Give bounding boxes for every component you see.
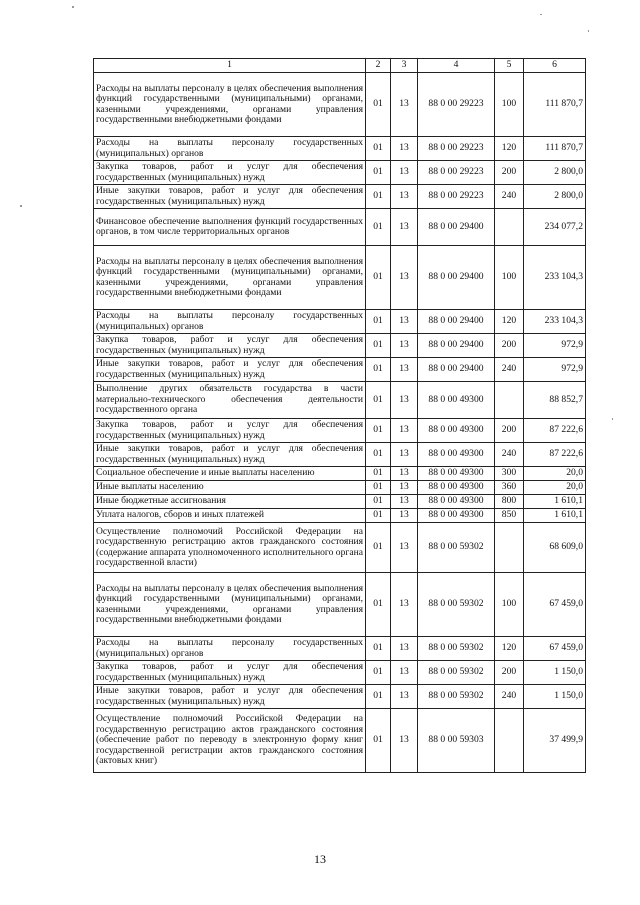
page-number: 13 <box>314 852 326 866</box>
table-header-row <box>94 59 586 73</box>
cell-section: 01 <box>366 358 391 382</box>
table-row <box>94 637 586 661</box>
cell-expense-type: 240 <box>495 185 524 209</box>
cell-subsection: 13 <box>391 382 418 419</box>
cell-target-article: 88 0 00 49300 <box>418 509 495 523</box>
scan-speck <box>612 418 613 420</box>
cell-target-article: 88 0 00 59302 <box>418 637 495 661</box>
cell-description: Осуществление полномочий Российской Федерации на государственную регистрацию актов гражданского состояния (обеспечение работ по переводу в электронную форму книг государственной регистрации актов гражданского состояния (актовых книг) <box>94 709 366 773</box>
cell-description: Расходы на выплаты персоналу в целях обеспечения выполнения функций государственными (муниципальными) органами, казенными учреждениями, органами управления государственными внебюджетными фондами <box>94 573 366 637</box>
table-row <box>94 246 586 310</box>
header-col-1: 1 <box>94 59 366 73</box>
cell-expense-type: 200 <box>495 419 524 443</box>
cell-amount: 67 459,0 <box>524 637 586 661</box>
cell-subsection: 13 <box>391 209 418 246</box>
cell-section: 01 <box>366 523 391 573</box>
cell-amount: 111 870,7 <box>524 73 586 137</box>
cell-section: 01 <box>366 443 391 467</box>
table-row <box>94 382 586 419</box>
cell-amount: 68 609,0 <box>524 523 586 573</box>
cell-subsection: 13 <box>391 709 418 773</box>
cell-amount: 20,0 <box>524 481 586 495</box>
table-row <box>94 310 586 334</box>
cell-expense-type: 200 <box>495 334 524 358</box>
cell-description: Закупка товаров, работ и услуг для обеспечения государственных (муниципальных) нужд <box>94 334 366 358</box>
table-row <box>94 334 586 358</box>
table-row <box>94 509 586 523</box>
cell-description: Иные закупки товаров, работ и услуг для обеспечения государственных (муниципальных) нужд <box>94 358 366 382</box>
cell-amount: 233 104,3 <box>524 246 586 310</box>
cell-section: 01 <box>366 637 391 661</box>
cell-expense-type: 100 <box>495 573 524 637</box>
cell-expense-type: 200 <box>495 161 524 185</box>
cell-target-article: 88 0 00 29223 <box>418 161 495 185</box>
cell-target-article: 88 0 00 49300 <box>418 467 495 481</box>
table-row <box>94 137 586 161</box>
table-row <box>94 419 586 443</box>
cell-subsection: 13 <box>391 661 418 685</box>
cell-subsection: 13 <box>391 419 418 443</box>
table-row <box>94 467 586 481</box>
cell-amount: 1 150,0 <box>524 661 586 685</box>
cell-expense-type: 850 <box>495 509 524 523</box>
cell-expense-type: 120 <box>495 137 524 161</box>
cell-section: 01 <box>366 419 391 443</box>
table-row <box>94 358 586 382</box>
cell-expense-type: 240 <box>495 685 524 709</box>
cell-section: 01 <box>366 310 391 334</box>
table-row <box>94 709 586 773</box>
cell-target-article: 88 0 00 29223 <box>418 137 495 161</box>
cell-description: Иные закупки товаров, работ и услуг для обеспечения государственных (муниципальных) нужд <box>94 185 366 209</box>
table-row <box>94 481 586 495</box>
cell-target-article: 88 0 00 49300 <box>418 382 495 419</box>
cell-target-article: 88 0 00 49300 <box>418 495 495 509</box>
cell-amount: 87 222,6 <box>524 443 586 467</box>
cell-section: 01 <box>366 209 391 246</box>
cell-subsection: 13 <box>391 509 418 523</box>
budget-table <box>93 58 586 773</box>
scan-speck <box>72 6 74 8</box>
cell-section: 01 <box>366 495 391 509</box>
budget-table-body <box>94 59 586 773</box>
cell-section: 01 <box>366 509 391 523</box>
header-col-4: 4 <box>418 59 495 73</box>
header-col-6: 6 <box>524 59 586 73</box>
cell-subsection: 13 <box>391 185 418 209</box>
cell-subsection: 13 <box>391 73 418 137</box>
cell-description: Закупка товаров, работ и услуг для обеспечения государственных (муниципальных) нужд <box>94 661 366 685</box>
cell-amount: 37 499,9 <box>524 709 586 773</box>
cell-description: Финансовое обеспечение выполнения функций государственных органов, в том числе территориальных органов <box>94 209 366 246</box>
header-col-2: 2 <box>366 59 391 73</box>
cell-subsection: 13 <box>391 137 418 161</box>
cell-target-article: 88 0 00 29400 <box>418 209 495 246</box>
cell-description: Иные выплаты населению <box>94 481 366 495</box>
cell-section: 01 <box>366 709 391 773</box>
cell-expense-type <box>495 209 524 246</box>
cell-expense-type: 800 <box>495 495 524 509</box>
cell-subsection: 13 <box>391 573 418 637</box>
cell-expense-type <box>495 523 524 573</box>
cell-amount: 111 870,7 <box>524 137 586 161</box>
cell-description: Расходы на выплаты персоналу в целях обеспечения выполнения функций государственными (муниципальными) органами, казенными учреждениями, органами управления государственными внебюджетными фондами <box>94 73 366 137</box>
cell-subsection: 13 <box>391 523 418 573</box>
cell-amount: 1 610,1 <box>524 509 586 523</box>
cell-description: Расходы на выплаты персоналу государственных (муниципальных) органов <box>94 637 366 661</box>
cell-subsection: 13 <box>391 310 418 334</box>
cell-subsection: 13 <box>391 334 418 358</box>
cell-expense-type <box>495 709 524 773</box>
cell-section: 01 <box>366 137 391 161</box>
cell-amount: 2 800,0 <box>524 185 586 209</box>
cell-target-article: 88 0 00 59302 <box>418 685 495 709</box>
cell-subsection: 13 <box>391 637 418 661</box>
cell-description: Закупка товаров, работ и услуг для обеспечения государственных (муниципальных) нужд <box>94 161 366 185</box>
table-row <box>94 661 586 685</box>
cell-subsection: 13 <box>391 358 418 382</box>
cell-section: 01 <box>366 382 391 419</box>
cell-expense-type: 240 <box>495 443 524 467</box>
cell-amount: 1 150,0 <box>524 685 586 709</box>
cell-target-article: 88 0 00 29223 <box>418 73 495 137</box>
cell-target-article: 88 0 00 59302 <box>418 661 495 685</box>
header-col-5: 5 <box>495 59 524 73</box>
cell-section: 01 <box>366 246 391 310</box>
table-row <box>94 573 586 637</box>
cell-target-article: 88 0 00 29223 <box>418 185 495 209</box>
cell-subsection: 13 <box>391 495 418 509</box>
cell-subsection: 13 <box>391 467 418 481</box>
cell-section: 01 <box>366 573 391 637</box>
cell-section: 01 <box>366 467 391 481</box>
cell-section: 01 <box>366 161 391 185</box>
table-row <box>94 209 586 246</box>
cell-amount: 234 077,2 <box>524 209 586 246</box>
cell-subsection: 13 <box>391 685 418 709</box>
scan-speck <box>540 14 542 15</box>
table-row <box>94 495 586 509</box>
cell-description: Уплата налогов, сборов и иных платежей <box>94 509 366 523</box>
cell-section: 01 <box>366 185 391 209</box>
cell-subsection: 13 <box>391 443 418 467</box>
cell-subsection: 13 <box>391 481 418 495</box>
cell-description: Социальное обеспечение и иные выплаты населению <box>94 467 366 481</box>
cell-target-article: 88 0 00 29400 <box>418 310 495 334</box>
cell-target-article: 88 0 00 49300 <box>418 443 495 467</box>
cell-description: Иные бюджетные ассигнования <box>94 495 366 509</box>
table-row <box>94 185 586 209</box>
scan-speck <box>588 30 589 32</box>
scan-speck <box>20 205 22 207</box>
cell-expense-type: 100 <box>495 73 524 137</box>
cell-target-article: 88 0 00 29400 <box>418 358 495 382</box>
cell-description: Закупка товаров, работ и услуг для обеспечения государственных (муниципальных) нужд <box>94 419 366 443</box>
cell-target-article: 88 0 00 29400 <box>418 246 495 310</box>
cell-description: Иные закупки товаров, работ и услуг для обеспечения государственных (муниципальных) нужд <box>94 443 366 467</box>
cell-description: Расходы на выплаты персоналу в целях обеспечения выполнения функций государственными (муниципальными) органами, казенными учреждениями, органами управления государственными внебюджетными фондами <box>94 246 366 310</box>
cell-amount: 2 800,0 <box>524 161 586 185</box>
cell-amount: 1 610,1 <box>524 495 586 509</box>
table-row <box>94 523 586 573</box>
cell-amount: 972,9 <box>524 358 586 382</box>
cell-section: 01 <box>366 481 391 495</box>
cell-description: Расходы на выплаты персоналу государственных (муниципальных) органов <box>94 137 366 161</box>
cell-expense-type: 100 <box>495 246 524 310</box>
cell-description: Иные закупки товаров, работ и услуг для обеспечения государственных (муниципальных) нужд <box>94 685 366 709</box>
cell-expense-type: 200 <box>495 661 524 685</box>
cell-expense-type: 120 <box>495 310 524 334</box>
table-row <box>94 161 586 185</box>
cell-section: 01 <box>366 685 391 709</box>
cell-amount: 233 104,3 <box>524 310 586 334</box>
cell-expense-type <box>495 382 524 419</box>
cell-description: Осуществление полномочий Российской Федерации на государственную регистрацию актов гражданского состояния (содержание аппарата уполномоченного исполнительного органа государственной власти) <box>94 523 366 573</box>
cell-expense-type: 360 <box>495 481 524 495</box>
cell-subsection: 13 <box>391 161 418 185</box>
cell-amount: 67 459,0 <box>524 573 586 637</box>
cell-expense-type: 120 <box>495 637 524 661</box>
header-col-3: 3 <box>391 59 418 73</box>
cell-target-article: 88 0 00 59303 <box>418 709 495 773</box>
cell-description: Выполнение других обязательств государства в части материально-технического обеспечения деятельности государственного органа <box>94 382 366 419</box>
cell-target-article: 88 0 00 49300 <box>418 481 495 495</box>
cell-target-article: 88 0 00 49300 <box>418 419 495 443</box>
table-row <box>94 685 586 709</box>
cell-target-article: 88 0 00 59302 <box>418 573 495 637</box>
cell-amount: 20,0 <box>524 467 586 481</box>
cell-target-article: 88 0 00 59302 <box>418 523 495 573</box>
cell-section: 01 <box>366 661 391 685</box>
cell-subsection: 13 <box>391 246 418 310</box>
cell-description: Расходы на выплаты персоналу государственных (муниципальных) органов <box>94 310 366 334</box>
cell-amount: 972,9 <box>524 334 586 358</box>
cell-section: 01 <box>366 73 391 137</box>
cell-section: 01 <box>366 334 391 358</box>
table-row <box>94 443 586 467</box>
cell-expense-type: 240 <box>495 358 524 382</box>
cell-amount: 87 222,6 <box>524 419 586 443</box>
cell-target-article: 88 0 00 29400 <box>418 334 495 358</box>
table-row <box>94 73 586 137</box>
cell-amount: 88 852,7 <box>524 382 586 419</box>
cell-expense-type: 300 <box>495 467 524 481</box>
